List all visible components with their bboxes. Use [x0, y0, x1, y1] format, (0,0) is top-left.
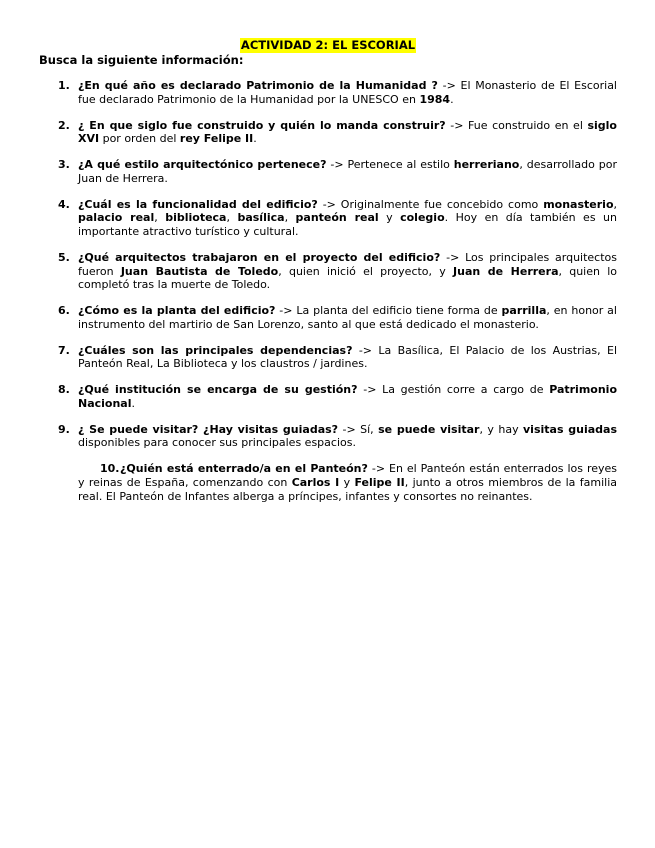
answer-keyword: basílica: [237, 211, 285, 225]
answer-keyword: parrilla: [501, 304, 547, 318]
answer-arrow: ->: [371, 462, 386, 476]
answer-text: El Monasterio de El Escorial fue declarado Patrimonio de la Humanidad por la UNESCO en: [78, 79, 617, 106]
answer-keyword: colegio: [400, 211, 445, 225]
answer-keyword: herreriano: [453, 158, 520, 172]
question-item: [39, 423, 617, 450]
answer-text: disponibles para conocer sus principales espacios.: [78, 436, 356, 450]
answer-text: , quien lo completó tras la muerte de Toledo.: [78, 264, 618, 292]
answer-keyword: siglo XVI: [78, 118, 617, 146]
answer-arrow: ->: [442, 79, 456, 92]
title-row: [39, 38, 617, 53]
answer-text: y: [378, 211, 401, 225]
question-item: [39, 251, 617, 292]
answer-arrow: ->: [279, 304, 293, 318]
answer-keyword: Patrimonio Nacional: [78, 383, 618, 410]
question-number: 9.: [58, 422, 70, 436]
answer-text: Pertenece al estilo: [343, 158, 454, 172]
question-number: 2.: [58, 118, 70, 132]
answer-text: La gestión corre a cargo de: [376, 383, 550, 397]
answer-keyword: rey Felipe II: [179, 132, 254, 146]
answer-text: Sí,: [355, 422, 379, 436]
answer-text: En el Panteón están enterrados los reyes y reinas de España, comenzando con: [78, 462, 618, 489]
answer-text: Originalmente fue concebido como: [335, 197, 544, 211]
question-item: [39, 462, 617, 503]
answer-text: , en honor al instrumento del martirio de San Lorenzo, santo al que está dedicado el monasterio.: [78, 304, 617, 331]
answer-text: ,: [613, 197, 617, 211]
answer-keyword: monasterio: [543, 197, 614, 211]
answer-arrow: ->: [342, 422, 356, 436]
answer-text: por orden del: [99, 132, 180, 146]
answer-text: La planta del edificio tiene forma de: [292, 304, 502, 318]
answer-keyword: palacio real: [78, 211, 155, 225]
answer-keyword: Felipe II: [354, 475, 405, 489]
answer-text: Los principales arquitectos fueron: [78, 250, 617, 278]
answer-text: .: [450, 92, 454, 106]
answer-keyword: biblioteca: [165, 211, 227, 225]
answer-text: ,: [226, 211, 238, 225]
instructions-subtitle: Busca la siguiente información:: [39, 53, 244, 67]
question-number: 6.: [58, 304, 70, 318]
question-text: ¿ Se puede visitar? ¿Hay visitas guiadas?: [78, 422, 339, 436]
answer-text: , quien inició el proyecto, y: [278, 264, 454, 278]
question-item: [39, 119, 617, 146]
question-text: ¿ En que siglo fue construido y quién lo manda construir?: [78, 118, 446, 132]
answer-keyword: Juan de Herrera: [453, 264, 559, 278]
question-number: 8.: [58, 383, 70, 397]
answer-arrow: ->: [330, 158, 344, 172]
answer-keyword: se puede visitar: [378, 422, 480, 436]
question-text: ¿Qué institución se encarga de su gestión?: [78, 383, 358, 397]
answer-keyword: Carlos I: [291, 475, 340, 489]
question-item: [39, 158, 617, 185]
answer-text: .: [131, 396, 136, 410]
question-text: ¿Cuál es la funcionalidad del edificio?: [78, 197, 318, 211]
question-item: [39, 383, 617, 410]
answer-text: La Basílica, El Palacio de los Austrias, El Panteón Real, La Biblioteca y los claustros / jardines.: [78, 343, 618, 371]
answer-text: Fue construido en el: [463, 118, 588, 132]
question-text: ¿A qué estilo arquitectónico pertenece?: [78, 158, 327, 172]
question-item: [39, 198, 617, 239]
question-text: ¿Cómo es la planta del edificio?: [78, 304, 276, 318]
answer-arrow: ->: [358, 343, 373, 357]
answer-text: , junto a otros miembros de la familia real. El Panteón de Infantes alberga a príncipes, infantes y consortes no reinantes.: [78, 475, 617, 503]
answer-keyword: panteón real: [295, 211, 379, 225]
question-number: 10.: [100, 462, 120, 476]
answer-keyword: Juan Bautista de Toledo: [120, 264, 279, 278]
answer-keyword: visitas guiadas: [523, 422, 618, 436]
document-title: ACTIVIDAD 2: EL ESCORIAL: [240, 38, 416, 52]
answer-text: y: [339, 475, 355, 489]
question-number: 7.: [58, 343, 70, 357]
answer-text: .: [253, 132, 257, 146]
question-text: ¿En qué año es declarado Patrimonio de la Humanidad ?: [78, 79, 438, 92]
answer-text: ,: [284, 211, 296, 225]
answer-arrow: ->: [450, 118, 464, 132]
answer-text: , desarrollado por Juan de Herrera.: [78, 158, 617, 185]
question-number: 1.: [58, 79, 70, 92]
question-number: 5.: [58, 250, 70, 264]
answer-arrow: ->: [363, 383, 377, 397]
question-number: 3.: [58, 158, 70, 172]
question-text: ¿Qué arquitectos trabajaron en el proyecto del edificio?: [78, 250, 441, 264]
answer-arrow: ->: [322, 197, 336, 211]
question-item: [39, 304, 617, 331]
question-text: ¿Cuáles son las principales dependencias?: [78, 343, 353, 357]
question-item: [39, 344, 617, 371]
question-item: [39, 79, 617, 106]
answer-keyword: 1984: [419, 92, 451, 106]
answer-text: , y hay: [479, 422, 524, 436]
answer-text: ,: [154, 211, 166, 225]
question-text: ¿Quién está enterrado/a en el Panteón?: [120, 462, 368, 476]
questions-list: [39, 79, 617, 503]
question-number: 4.: [58, 197, 70, 211]
answer-text: . Hoy en día también es un importante atractivo turístico y cultural.: [78, 211, 617, 238]
answer-arrow: ->: [446, 250, 460, 264]
